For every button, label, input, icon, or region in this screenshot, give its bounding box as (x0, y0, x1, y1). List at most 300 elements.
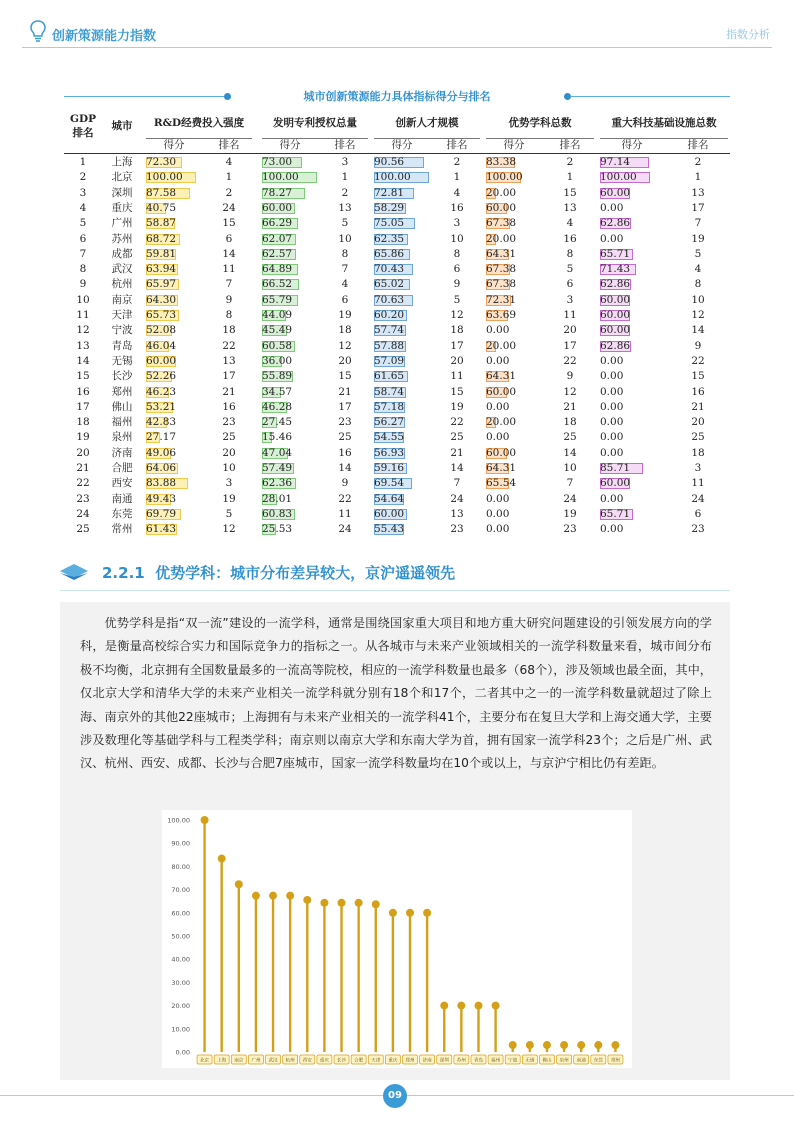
x-tick-label: 东莞 (593, 1058, 603, 1064)
score-value: 64.30 (146, 293, 177, 306)
rank-value: 2 (453, 156, 461, 168)
gdp-rank: 16 (76, 385, 90, 398)
city-name: 无锡 (111, 354, 133, 367)
rank-value: 2 (225, 186, 233, 199)
score-value: 72.30 (146, 156, 177, 168)
rank-value: 4 (566, 217, 574, 230)
rank-value: 10 (563, 462, 577, 474)
score-value: 0.00 (600, 232, 624, 245)
score-value: 58.74 (374, 385, 405, 398)
rank-value: 1 (225, 171, 233, 184)
score-value: 73.00 (262, 156, 293, 168)
rank-value: 2 (566, 156, 574, 168)
score-value: 0.00 (486, 507, 510, 520)
x-tick-label: 西安 (302, 1058, 312, 1064)
score-value: 100.00 (486, 171, 523, 184)
rank-value: 3 (453, 217, 461, 230)
score-value: 60.58 (262, 339, 293, 352)
gdp-rank: 11 (76, 309, 90, 321)
score-value: 87.58 (146, 186, 177, 199)
rank-value: 9 (694, 339, 702, 352)
score-value: 46.23 (146, 385, 177, 398)
rank-value: 23 (222, 416, 236, 429)
rank-value: 12 (450, 309, 464, 321)
gdp-rank: 24 (76, 507, 90, 520)
table-row (64, 216, 730, 231)
x-tick-label: 无锡 (525, 1058, 535, 1064)
score-value: 64.06 (146, 462, 177, 474)
rank-value: 4 (225, 156, 233, 168)
gdp-rank: 19 (76, 431, 90, 444)
rank-value: 21 (563, 400, 577, 413)
score-value: 28.01 (262, 492, 293, 505)
city-name: 济南 (111, 446, 133, 459)
rank-value: 14 (691, 324, 705, 337)
score-value: 0.00 (600, 431, 624, 444)
rank-value: 6 (453, 263, 461, 276)
x-tick-label: 郑州 (405, 1058, 415, 1064)
rank-value: 20 (450, 354, 464, 367)
page-header (0, 0, 794, 48)
score-value: 90.56 (374, 156, 405, 168)
score-value: 64.31 (486, 462, 517, 474)
y-tick-label: 40.00 (171, 955, 190, 964)
score-value: 62.07 (262, 232, 293, 245)
score-value: 72.31 (486, 293, 517, 306)
city-name: 佛山 (111, 400, 133, 413)
rank-value: 4 (341, 278, 349, 291)
rank-value: 11 (450, 370, 464, 383)
city-name: 上海 (111, 156, 133, 168)
table-row (64, 201, 730, 216)
rank-value: 25 (563, 431, 577, 444)
city-name: 武汉 (111, 263, 133, 276)
rank-value: 8 (341, 247, 349, 260)
rank-value: 19 (563, 507, 577, 520)
city-name: 常州 (111, 523, 133, 536)
table-title: 城市创新策源能力具体指标得分与排名 (303, 90, 491, 103)
city-name: 北京 (111, 171, 133, 184)
score-value: 56.27 (374, 416, 405, 429)
rank-value: 8 (566, 247, 574, 260)
score-value: 60.00 (486, 385, 517, 398)
rank-value: 6 (694, 507, 702, 520)
lollipop-point (509, 1041, 517, 1049)
table-row (64, 522, 730, 537)
lollipop-point (235, 880, 243, 888)
score-subheader: 得分 (621, 139, 643, 151)
score-value: 34.57 (262, 385, 293, 398)
rank-value: 13 (563, 201, 577, 214)
rank-value: 6 (225, 232, 233, 245)
x-tick-label: 武汉 (268, 1058, 278, 1064)
y-tick-label: 100.00 (167, 816, 190, 825)
table-row (64, 400, 730, 415)
gdp-rank: 23 (76, 492, 90, 505)
rank-value: 11 (563, 309, 577, 321)
rank-value: 22 (563, 354, 577, 367)
rank-value: 5 (694, 247, 702, 260)
score-value: 67.38 (486, 278, 517, 291)
score-value: 53.21 (146, 400, 177, 413)
rank-subheader: 排名 (334, 139, 356, 151)
gdp-rank: 18 (76, 416, 90, 429)
gdp-rank: 22 (76, 477, 90, 490)
rank-value: 3 (694, 462, 702, 474)
rank-value: 21 (222, 385, 236, 398)
city-name: 成都 (111, 247, 133, 260)
score-value: 27.45 (262, 416, 293, 429)
rank-value: 14 (450, 462, 464, 474)
gdp-rank: 4 (79, 201, 87, 214)
lollipop-point (269, 892, 277, 900)
table-row (64, 415, 730, 430)
rank-value: 21 (338, 385, 352, 398)
gdp-rank: 13 (76, 339, 90, 352)
score-value: 49.06 (146, 446, 177, 459)
rank-value: 1 (453, 171, 461, 184)
y-tick-label: 60.00 (171, 909, 190, 918)
lightbulb-icon (30, 20, 46, 42)
score-value: 60.83 (262, 507, 293, 520)
score-value: 0.00 (486, 523, 510, 536)
score-value: 27.17 (146, 431, 177, 444)
score-value: 15.46 (262, 431, 293, 444)
rank-value: 17 (222, 370, 236, 383)
rank-value: 10 (450, 232, 464, 245)
rank-value: 4 (694, 263, 702, 276)
score-value: 71.43 (600, 263, 631, 276)
city-name: 郑州 (111, 385, 133, 398)
lollipop-point (474, 1002, 482, 1010)
score-value: 42.83 (146, 416, 177, 429)
score-value: 64.89 (262, 263, 293, 276)
lollipop-point (320, 899, 328, 907)
table-row (64, 369, 730, 384)
score-value: 68.72 (146, 232, 177, 245)
rank-value: 16 (222, 400, 236, 413)
rank-value: 5 (225, 507, 233, 520)
city-name: 青岛 (111, 339, 133, 352)
table-row (64, 492, 730, 507)
city-name: 重庆 (111, 201, 133, 214)
rank-value: 6 (566, 278, 574, 291)
score-value: 60.00 (600, 324, 631, 337)
score-value: 97.14 (600, 156, 631, 168)
score-value: 62.86 (600, 339, 631, 352)
score-value: 100.00 (374, 171, 411, 184)
rank-value: 21 (450, 446, 464, 459)
score-value: 55.89 (262, 370, 293, 383)
score-value: 20.00 (486, 339, 517, 352)
x-tick-label: 南京 (234, 1058, 244, 1064)
rank-value: 7 (453, 477, 461, 490)
table-row (64, 507, 730, 522)
score-value: 0.00 (486, 400, 510, 413)
rank-value: 24 (450, 492, 464, 505)
rank-value: 3 (566, 293, 574, 306)
table-row (64, 308, 730, 323)
score-value: 0.00 (600, 492, 624, 505)
y-tick-label: 50.00 (171, 932, 190, 941)
gdp-rank: 5 (79, 217, 87, 230)
lollipop-point (338, 899, 346, 907)
rank-value: 17 (563, 339, 577, 352)
score-value: 62.86 (600, 278, 631, 291)
table-row (64, 170, 730, 185)
rank-value: 23 (338, 416, 352, 429)
rank-value: 19 (691, 232, 705, 245)
score-value: 60.00 (600, 293, 631, 306)
score-value: 65.86 (374, 247, 405, 260)
rank-value: 8 (453, 247, 461, 260)
score-value: 0.00 (486, 324, 510, 337)
score-value: 83.38 (486, 156, 517, 168)
score-value: 65.73 (146, 309, 177, 321)
score-value: 0.00 (600, 400, 624, 413)
score-value: 61.43 (146, 523, 177, 536)
y-tick-label: 0.00 (175, 1048, 190, 1057)
city-name: 长沙 (111, 370, 133, 383)
score-value: 63.94 (146, 263, 177, 276)
lollipop-point (286, 892, 294, 900)
lollipop-point (594, 1041, 602, 1049)
rank-value: 15 (691, 370, 705, 383)
rank-value: 23 (563, 523, 577, 536)
rank-value: 24 (338, 523, 352, 536)
group-header: 优势学科总数 (508, 117, 572, 129)
rank-value: 16 (563, 232, 577, 245)
score-value: 0.00 (600, 446, 624, 459)
discipline-score-chart (162, 810, 632, 1068)
gdp-rank-header: GDP 排名 (70, 113, 96, 139)
rank-value: 18 (691, 446, 705, 459)
rank-value: 13 (450, 507, 464, 520)
score-value: 20.00 (486, 416, 517, 429)
city-name: 南京 (111, 293, 133, 306)
section-title (102, 562, 455, 583)
score-value: 54.55 (374, 431, 405, 444)
gdp-rank: 25 (76, 523, 90, 536)
table-row (64, 293, 730, 308)
y-tick-label: 80.00 (171, 862, 190, 871)
rank-value: 8 (694, 278, 702, 291)
title-line-right (570, 96, 730, 97)
score-value: 62.86 (600, 217, 631, 230)
x-tick-label: 泉州 (559, 1058, 569, 1064)
score-value: 60.00 (486, 201, 517, 214)
table-row (64, 385, 730, 400)
score-value: 47.04 (262, 446, 293, 459)
score-value: 49.43 (146, 492, 177, 505)
table-row (64, 339, 730, 354)
city-name: 杭州 (111, 278, 133, 291)
score-value: 60.00 (262, 201, 293, 214)
x-tick-label: 福州 (490, 1058, 501, 1064)
city-header: 城市 (111, 120, 133, 132)
x-tick-label: 长沙 (336, 1058, 347, 1064)
rank-value: 19 (450, 400, 464, 413)
rank-value: 22 (222, 339, 236, 352)
x-tick-label: 佛山 (542, 1058, 552, 1064)
score-subheader: 得分 (279, 139, 301, 151)
rank-value: 9 (453, 278, 461, 291)
x-tick-label: 重庆 (319, 1058, 330, 1064)
rank-value: 13 (691, 186, 705, 199)
city-name: 泉州 (111, 431, 133, 444)
lollipop-point (611, 1041, 619, 1049)
score-value: 0.00 (600, 385, 624, 398)
rank-value: 14 (338, 462, 352, 474)
score-value: 100.00 (146, 171, 183, 184)
y-tick-label: 70.00 (171, 886, 190, 895)
score-value: 62.36 (262, 477, 293, 490)
rank-value: 14 (222, 247, 236, 260)
table-row (64, 232, 730, 247)
rank-value: 1 (694, 171, 702, 184)
rank-value: 22 (691, 354, 705, 367)
lollipop-point (218, 855, 226, 863)
table-row (64, 277, 730, 292)
lollipop-point (423, 909, 431, 917)
score-value: 58.87 (146, 217, 177, 230)
rank-value: 17 (691, 201, 705, 214)
score-value: 25.53 (262, 523, 293, 536)
score-value: 83.88 (146, 477, 177, 490)
rank-value: 15 (222, 217, 236, 230)
score-value: 60.00 (374, 507, 405, 520)
lollipop-point (201, 816, 209, 824)
city-name: 宁波 (111, 324, 133, 337)
group-header: 发明专利授权总量 (273, 117, 357, 129)
rank-value: 4 (453, 186, 461, 199)
table-row (64, 354, 730, 369)
score-value: 0.00 (600, 523, 624, 536)
x-tick-label: 济南 (422, 1058, 432, 1064)
score-value: 57.88 (374, 339, 405, 352)
y-tick-label: 20.00 (171, 1002, 190, 1011)
rank-value: 10 (222, 462, 236, 474)
brand-title: 创新策源能力指数 (52, 29, 157, 44)
score-value: 67.38 (486, 263, 517, 276)
lollipop-point (440, 1002, 448, 1010)
score-value: 56.93 (374, 446, 405, 459)
lollipop-point (303, 896, 311, 904)
lollipop-point (543, 1041, 551, 1049)
score-value: 62.57 (262, 247, 293, 260)
rank-value: 23 (691, 523, 705, 536)
score-subheader: 得分 (163, 139, 185, 151)
rank-value: 5 (341, 217, 349, 230)
score-value: 54.64 (374, 492, 405, 505)
gdp-rank: 15 (76, 370, 90, 383)
gdp-rank: 14 (76, 354, 90, 367)
rank-value: 6 (341, 293, 349, 306)
score-value: 58.29 (374, 201, 405, 214)
table-row (64, 262, 730, 277)
rank-value: 18 (563, 416, 577, 429)
rank-value: 22 (338, 492, 352, 505)
x-tick-label: 重庆 (388, 1058, 398, 1064)
score-value: 57.09 (374, 354, 405, 367)
rank-value: 15 (450, 385, 464, 398)
score-value: 0.00 (486, 492, 510, 505)
city-name: 福州 (111, 416, 133, 429)
city-name: 合肥 (111, 462, 133, 474)
rank-value: 24 (222, 201, 236, 214)
rank-value: 14 (563, 446, 577, 459)
x-tick-label: 广州 (251, 1058, 261, 1064)
x-tick-label: 深圳 (439, 1058, 449, 1064)
score-value: 20.00 (486, 186, 517, 199)
x-tick-label: 南通 (576, 1058, 586, 1064)
rank-value: 11 (338, 507, 352, 520)
lollipop-point (560, 1041, 568, 1049)
diamond-icon (60, 564, 88, 580)
score-value: 64.31 (486, 247, 517, 260)
gdp-rank: 21 (76, 462, 90, 474)
score-value: 65.02 (374, 278, 405, 291)
rank-value: 13 (222, 354, 236, 367)
city-name: 苏州 (111, 232, 133, 245)
rank-value: 18 (450, 324, 464, 337)
section-label: 指数分析 (726, 28, 770, 41)
score-value: 100.00 (262, 171, 299, 184)
score-value: 65.71 (600, 247, 631, 260)
score-value: 67.38 (486, 217, 517, 230)
score-value: 78.27 (262, 186, 293, 199)
group-header: R&D经费投入强度 (153, 117, 245, 129)
rank-value: 9 (225, 293, 233, 306)
table-row (64, 430, 730, 445)
score-value: 63.69 (486, 309, 517, 321)
rank-value: 24 (563, 492, 577, 505)
score-value: 62.35 (374, 232, 405, 245)
x-tick-label: 上海 (217, 1058, 227, 1064)
score-value: 65.71 (600, 507, 631, 520)
city-name: 东莞 (111, 507, 133, 520)
section-title-text: 优势学科：城市分布差异较大，京沪遥遥领先 (155, 564, 456, 582)
gdp-rank: 6 (79, 232, 87, 245)
rank-value: 1 (341, 171, 349, 184)
rank-subheader: 排名 (218, 139, 240, 151)
rank-value: 5 (453, 293, 461, 306)
rank-value: 20 (691, 416, 705, 429)
rank-value: 10 (691, 293, 705, 306)
score-value: 46.28 (262, 400, 293, 413)
gdp-rank: 12 (76, 324, 90, 337)
footer-line-right (407, 1095, 794, 1096)
score-value: 69.54 (374, 477, 405, 490)
table-row (64, 323, 730, 338)
score-value: 0.00 (486, 354, 510, 367)
score-value: 60.00 (486, 446, 517, 459)
rank-value: 15 (563, 186, 577, 199)
rank-value: 16 (338, 446, 352, 459)
rank-value: 8 (225, 309, 233, 321)
table-row (64, 155, 730, 170)
score-value: 57.74 (374, 324, 405, 337)
score-value: 66.52 (262, 278, 293, 291)
rank-value: 2 (694, 156, 702, 168)
city-name: 广州 (111, 217, 133, 230)
lollipop-point (372, 900, 380, 908)
x-tick-label: 常州 (610, 1058, 621, 1064)
rank-value: 19 (222, 492, 236, 505)
score-value: 70.43 (374, 263, 405, 276)
score-value: 40.75 (146, 201, 177, 214)
rank-value: 7 (225, 278, 233, 291)
